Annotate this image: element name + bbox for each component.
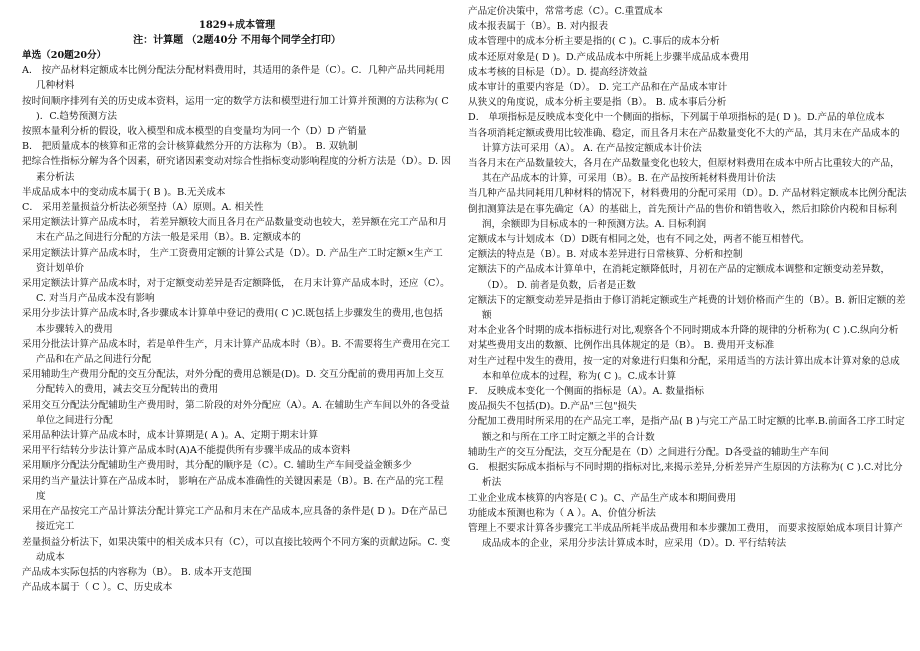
question-item: 辅助生产的交互分配法，交互分配是在（D）之间进行分配。D各受益的辅助生产车间: [468, 446, 829, 458]
question-item: 采用辅助生产费用分配的交互分配法，对外分配的费用总额是(D)。D. 交互分配前的费用再加上交互分配转入的费用，减去交互分配转出的费用: [22, 369, 444, 396]
question-item: 按时间顺序排列有关的历史成本资料，运用一定的数学方法和模型进行加工计算并预测的方法称为( C )．C.趋势预测方法: [22, 95, 449, 122]
question-item: 采用在产品按完工产品计算法分配计算完工产品和月末在产品成本,应具备的条件是( D )。D在产品已接近完工: [22, 506, 448, 533]
question-item: 对某些费用支出的数额、比例作出具体规定的是（B）。 B. 费用开支标准: [468, 340, 775, 352]
question-item: 采用平行结转分步法计算产品成本时(A)A不能提供所有步骤半成品的成本资料: [22, 445, 351, 457]
left-column: [22, 18, 452, 595]
document-subtitle: 注：计算题 （2题40分 不用每个同学全打印）: [133, 35, 341, 46]
document-title: 1829+成本管理: [198, 20, 276, 31]
right-column: [468, 4, 908, 551]
question-item: 定额成本与计划成本（D）D既有相同之处，也有不同之处，两者不能互相替代。: [468, 234, 810, 246]
question-item: 管理上不要求计算各步骤完工半成品所耗半成品费用和本步骤加工费用， 而要求按原始成本项目计算产成品成本的企业，采用分步法计算成本时，应采用（D）。D. 平行结转法: [468, 522, 903, 550]
question-item: 采用定额法计算产品成本时， 生产工资费用定额的计算公式是（D）。D. 产品生产工时定额×生产工资计划单价: [22, 247, 443, 274]
question-item: 半成品成本中的变动成本属于( B )。B.无关成本: [22, 186, 226, 198]
question-item: 定额法下的定额变动差异是指由于修订消耗定额或生产耗费的计划价格而产生的（B）。B. 新旧定额的差额: [468, 294, 906, 322]
section-heading: 单选（20题20分）: [22, 50, 107, 61]
question-item: 采用交互分配法分配辅助生产费用时，第二阶段的对外分配应（A）。A. 在辅助生产车间以外的各受益单位之间进行分配: [22, 399, 450, 426]
question-item: 成本考核的目标是（D）。D. 提高经济效益: [468, 66, 648, 78]
question-item: B． 把质量成本的核算和正常的会计核算截然分开的方法称为（B）。 B. 双轨制: [22, 141, 358, 153]
question-item: A． 按产品材料定额成本比例分配法分配材料费用时，其适用的条件是（C）。C．几种产品共同耗用几种材料: [22, 65, 445, 92]
question-item: 对生产过程中发生的费用，按一定的对象进行归集和分配，采用适当的方法计算出成本计算对象的总成本和单位成本的过程，称为( C )。C.成本计算: [468, 355, 900, 382]
question-item: 采用约当产量法计算在产品成本时， 影响在产品成本准确性的关键因素是（B）。B. 在产品的完工程度: [22, 475, 444, 502]
question-item: 采用分步法计算产品成本时,各步骤成本计算单中登记的费用( C )C.既包括上步骤发生的费用,也包括本步骤转入的费用: [22, 308, 443, 335]
question-item: 从狭义的角度说，成本分析主要是指（B）。 B. 成本事后分析: [468, 97, 727, 109]
question-item: 当几种产品共同耗用几种材料的情况下，材料费用的分配可采用（D）。D. 产品材料定额成本比例分配法: [468, 188, 907, 200]
question-item: C． 采用差量损益分析法必须坚持（A）原则。A. 相关性: [22, 202, 264, 214]
question-item: 工业企业成本核算的内容是( C )。C、产品生产成本和期间费用: [468, 492, 737, 504]
question-item: 采用顺序分配法分配辅助生产费用时，其分配的顺序是（C）。C. 辅助生产车间受益金额多少: [22, 460, 412, 472]
question-item: 倒扣测算法是在事先确定（A）的基础上，首先预计产品的售价和销售收入，然后扣除价内税和目标利润，余额即为目标成本的一种预测方法。A. 目标利润: [468, 203, 898, 230]
question-item: 分配加工费用时所采用的在产品完工率，是指产品( B )与完工产品工时定额的比率.B.前面各工序工时定额之和与所在工序工时定额之半的合计数: [468, 416, 905, 443]
question-item: 功能成本预测也称为（ A ）。A、价值分析法: [468, 507, 656, 519]
question-item: 废品损失不包括(D)。D.产品"三包"损失: [468, 401, 637, 413]
left-question-list: [22, 63, 452, 595]
question-item: 对本企业各个时期的成本指标进行对比,观察各个不同时期成本升降的规律的分析称为( C ).C.纵向分析: [468, 325, 899, 337]
question-item: 产品成本实际包括的内容称为（B）。 B. 成本开支范围: [22, 566, 252, 578]
question-item: 成本还原对象是( D )。D.产成品成本中所耗上步骤半成品成本费用: [468, 51, 750, 63]
question-item: 定额法下的产品成本计算单中，在消耗定额降低时，月初在产品的定额成本调整和定额变动差异数，（D）。 D. 前者是负数，后者是正数: [468, 264, 891, 291]
question-item: F． 反映成本变化一个侧面的指标是（A）。A. 数量指标: [468, 386, 704, 398]
question-item: 差量损益分析法下，如果决策中的相关成本只有（C），可以直接比较两个不同方案的贡献边际。C. 变动成本: [22, 536, 451, 563]
question-item: 产品成本属于（ C ）。C、历史成本: [22, 582, 173, 594]
question-item: 当各项消耗定额或费用比较准确、稳定，而且各月末在产品数量变化不大的产品，其月末在产品成本的计算方法可采用（A）。 A. 在产品按定额成本计价法: [468, 127, 900, 154]
question-item: 成本管理中的成本分析主要是指的( C )。C.事后的成本分析: [468, 36, 720, 48]
question-item: 按照本量利分析的假设，收入模型和成本模型的自变量均为同一个（D）D 产销量: [22, 126, 367, 138]
question-item: 把综合性指标分解为各个因素，研究诸因素变动对综合性指标变动影响程度的分析方法是（D）。D. 因素分析法: [22, 156, 451, 183]
question-item: 采用品种法计算产品成本时，成本计算期是( A )。A、定期于期末计算: [22, 430, 319, 442]
question-item: 成本审计的重要内容是（D）。 D. 完工产品和在产品成本审计: [468, 82, 728, 94]
question-item: 采用定额法计算产品成本时， 若差异额较大而且各月在产品数量变动也较大，差异额在完工产品和月末在产品之间进行分配的方法一般是采用（B）。B. 定额成本的: [22, 217, 448, 244]
question-item: 当各月末在产品数量较大，各月在产品数量变化也较大，但原材料费用在成本中所占比重较大的产品，其在产品成本的计算，可采用（B）。B. 在产品按所耗材料费用计价法: [468, 158, 900, 185]
question-item: 成本报表属于（B）。B. 对内报表: [468, 21, 609, 33]
right-question-list: [468, 4, 908, 551]
question-item: 产品定价决策中，常常考虑（C）。C.重置成本: [468, 6, 663, 17]
question-item: G． 根据实际成本指标与不同时期的指标对比,来揭示差异,分析差异产生原因的方法称为( C ).C.对比分析法: [468, 462, 903, 489]
question-item: 采用分批法计算产品成本时，若是单件生产，月末计算产品成本时（B）。B. 不需要将生产费用在完工产品和在产品之间进行分配: [22, 338, 450, 366]
question-item: 采用定额法计算产品成本时，对于定额变动差异是否定额降低， 在月末计算产品成本时，还应（C）。C. 对当月产品成本没有影响: [22, 278, 450, 305]
question-item: 定额法的特点是（B）。B. 对成本差异进行日常核算、分析和控制: [468, 249, 743, 261]
question-item: D． 单项指标是反映成本变化中一个侧面的指标，下列属于单项指标的是( D )。D.产品的单位成本: [468, 112, 885, 124]
